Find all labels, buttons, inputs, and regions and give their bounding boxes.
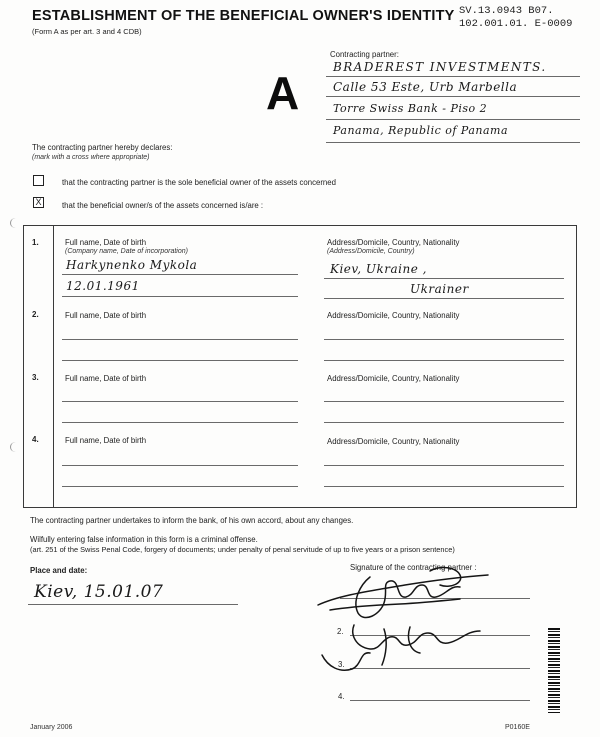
table-divider — [53, 225, 54, 507]
partner-line-3[interactable]: Torre Swiss Bank - Piso 2 — [333, 102, 488, 115]
partner-line-4[interactable]: Panama, Republic of Panama — [333, 124, 509, 137]
beneficial-owners-checkbox[interactable] — [33, 197, 44, 208]
penal-code-note: (art. 251 of the Swiss Penal Code, forgery of documents; under penalty of penal servitude of up to five years or a prison sentence) — [30, 545, 455, 554]
entry-3-name-rule-1 — [62, 401, 298, 402]
signature-label: Signature of the contracting partner : — [350, 563, 477, 572]
entry-4-address-rule-2 — [324, 486, 564, 487]
entry-1-dob-rule — [62, 296, 298, 297]
entry-4-address-label: Address/Domicile, Country, Nationality — [327, 437, 460, 446]
signature-number-2: 2. — [337, 627, 344, 636]
entry-1-name-rule — [62, 274, 298, 275]
handwritten-signature[interactable] — [310, 555, 500, 685]
entry-3-name-rule-2 — [62, 422, 298, 423]
place-date-rule — [28, 604, 238, 605]
place-date-value[interactable]: Kiev, 15.01.07 — [34, 582, 164, 602]
partner-line-1-rule — [326, 76, 580, 77]
entry-4-name-label: Full name, Date of birth — [65, 436, 147, 445]
checkbox-cross-mark: X — [35, 197, 42, 207]
sole-owner-option-text: that the contracting partner is the sole beneficial owner of the assets concerned — [62, 178, 336, 187]
form-letter: A — [266, 67, 300, 119]
form-title: ESTABLISHMENT OF THE BENEFICIAL OWNER'S IDENTITY — [32, 8, 455, 24]
partner-line-2-rule — [326, 96, 580, 97]
entry-1-dob-value[interactable]: 12.01.1961 — [66, 279, 140, 293]
signature-rule-4 — [350, 700, 530, 701]
declaration-intro: The contracting partner hereby declares: — [32, 143, 173, 152]
entry-1-name-value[interactable]: Harkynenko Mykola — [66, 258, 198, 272]
place-date-label: Place and date: — [30, 566, 88, 575]
entry-4-name-rule-1 — [62, 465, 298, 466]
entry-2-name-label: Full name, Date of birth — [65, 311, 147, 320]
sole-owner-checkbox[interactable] — [33, 175, 44, 186]
reference-line-2: 102.001.01. E-0009 — [459, 18, 573, 30]
entry-4-address-rule-1 — [324, 465, 564, 466]
partner-line-4-rule — [326, 142, 580, 143]
entry-1-name-label: Full name, Date of birth — [65, 238, 147, 247]
partner-line-3-rule — [326, 119, 580, 120]
entry-1-nationality-value[interactable]: Ukrainer — [410, 282, 469, 296]
punch-hole-bottom — [10, 442, 21, 452]
false-info-warning: Wilfully entering false information in this form is a criminal offense. — [30, 535, 258, 544]
beneficial-owners-option-text: that the beneficial owner/s of the assets concerned is/are : — [62, 201, 264, 210]
signature-number-4: 4. — [338, 692, 345, 701]
entry-2-number: 2. — [32, 310, 39, 319]
partner-line-2[interactable]: Calle 53 Este, Urb Marbella — [333, 80, 518, 94]
undertaking-text: The contracting partner undertakes to inform the bank, of his own accord, about any changes. — [30, 516, 354, 525]
entry-1-nationality-rule — [324, 298, 564, 299]
entry-1-name-sublabel: (Company name, Date of incorporation) — [65, 248, 188, 255]
signature-number-3: 3. — [338, 660, 345, 669]
entry-3-address-rule-2 — [324, 422, 564, 423]
reference-number — [459, 5, 572, 31]
entry-2-name-rule-2 — [62, 360, 298, 361]
entry-4-name-rule-2 — [62, 486, 298, 487]
entry-1-number: 1. — [32, 238, 39, 247]
entry-1-address-sublabel: (Address/Domicile, Country) — [327, 248, 415, 255]
edition-date: January 2006 — [30, 724, 73, 731]
punch-hole-top — [10, 218, 21, 228]
form-subtitle: (Form A as per art. 3 and 4 CDB) — [32, 27, 142, 36]
entry-1-address-label: Address/Domicile, Country, Nationality — [327, 238, 460, 247]
contracting-partner-label: Contracting partner: — [330, 50, 399, 59]
entry-2-address-label: Address/Domicile, Country, Nationality — [327, 311, 460, 320]
entry-4-number: 4. — [32, 435, 39, 444]
form-code: P0160E — [505, 724, 530, 731]
entry-2-name-rule-1 — [62, 339, 298, 340]
barcode — [548, 628, 560, 713]
entry-3-address-rule-1 — [324, 401, 564, 402]
reference-line-1: SV.13.0943 B07. — [459, 5, 554, 17]
entry-1-address-value[interactable]: Kiev, Ukraine , — [330, 262, 427, 276]
entry-2-address-rule-1 — [324, 339, 564, 340]
declaration-note: (mark with a cross where appropriate) — [32, 154, 150, 161]
entry-1-address-rule — [324, 278, 564, 279]
entry-3-address-label: Address/Domicile, Country, Nationality — [327, 374, 460, 383]
partner-line-1[interactable]: BRADEREST INVESTMENTS. — [333, 60, 547, 74]
entry-3-name-label: Full name, Date of birth — [65, 374, 147, 383]
entry-3-number: 3. — [32, 373, 39, 382]
entry-2-address-rule-2 — [324, 360, 564, 361]
